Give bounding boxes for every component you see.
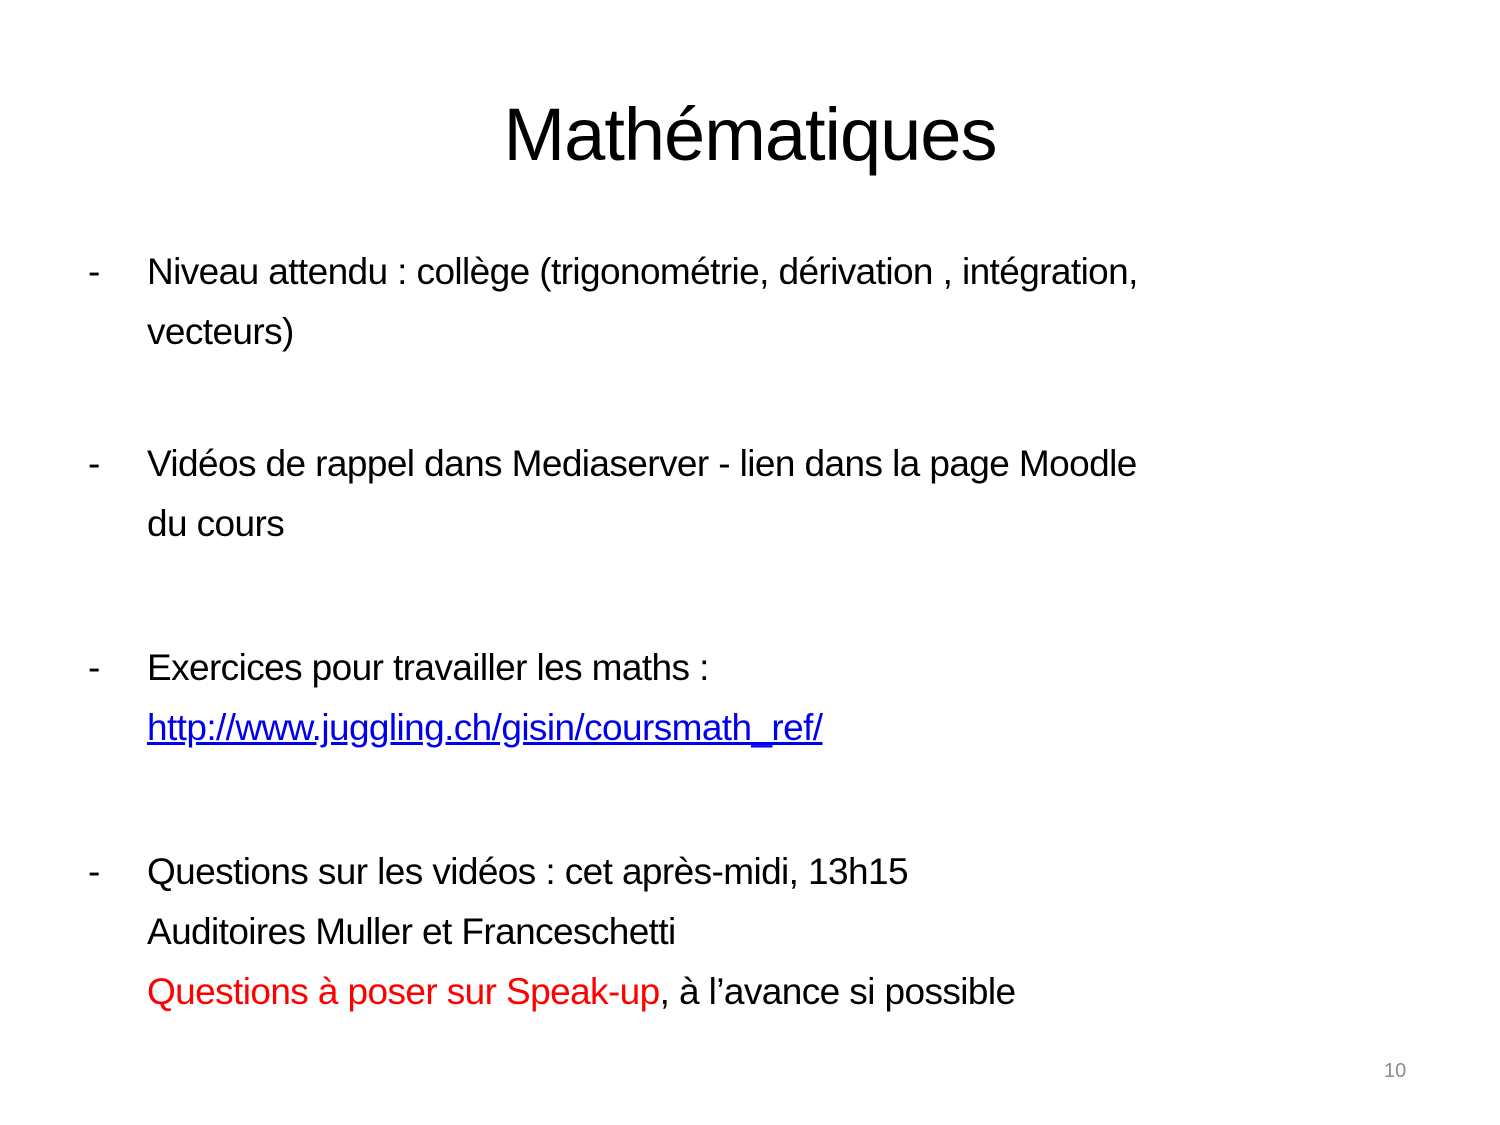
bullet-marker: - [88, 647, 100, 688]
bullet-marker: - [88, 851, 100, 892]
bullet-marker: - [88, 251, 100, 292]
bullet-text: Vidéos de rappel dans Mediaserver - lien dans la page Moodle [147, 443, 1137, 484]
bullet-text: Niveau attendu : collège (trigonométrie, dérivation , intégration, [147, 251, 1138, 292]
bullet-text: , à l’avance si possible [659, 971, 1016, 1012]
page-number: 10 [1384, 1060, 1407, 1082]
bullet-text: Questions sur les vidéos : cet après-midi, 13h15 [147, 851, 908, 892]
speakup-highlight: Questions à poser sur Speak-up [147, 971, 660, 1012]
bullet-text: du cours [147, 503, 285, 544]
bullet-text: Exercices pour travailler les maths : [147, 647, 709, 688]
exercises-link[interactable]: http://www.juggling.ch/gisin/coursmath_ref/ [147, 707, 823, 748]
slide-title: Mathématiques [503, 93, 997, 176]
bullet-text: Auditoires Muller et Franceschetti [147, 911, 676, 952]
bullet-text: vecteurs) [147, 311, 294, 352]
bullet-marker: - [88, 443, 100, 484]
